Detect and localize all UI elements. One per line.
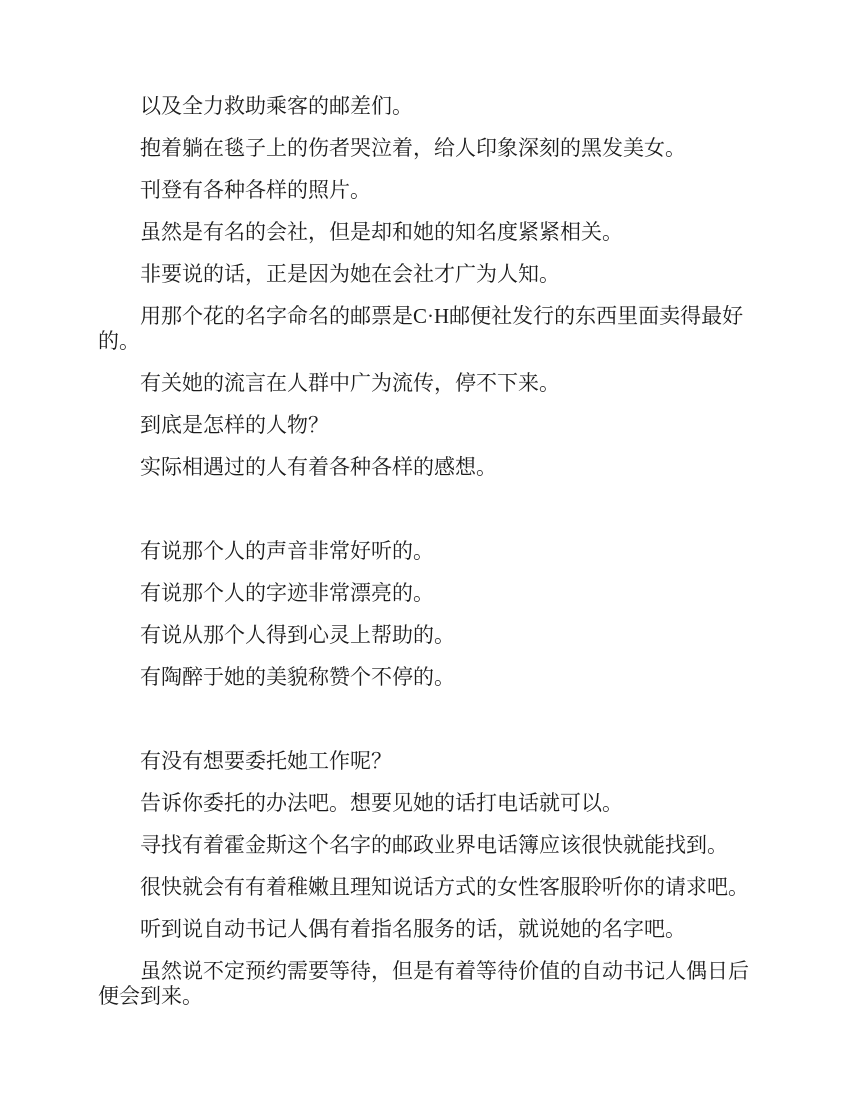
paragraph: 用那个花的名字命名的邮票是C·H邮便社发行的东西里面卖得最好的。 [98,304,744,353]
paragraph: 刊登有各种各样的照片。 [140,178,371,202]
paragraph: 到底是怎样的人物？ [140,413,329,437]
paragraph: 寻找有着霍金斯这个名字的邮政业界电话簿应该很快就能找到。 [140,833,728,857]
document-text-block [98,94,753,1026]
paragraph: 虽然说不定预约需要等待，但是有着等待价值的自动书记人偶日后便会到来。 [98,959,749,1008]
paragraph: 以及全力救助乘客的邮差们。 [140,94,413,118]
paragraph-group-3 [98,749,753,1026]
paragraph: 实际相遇过的人有着各种各样的感想。 [140,455,497,479]
paragraph: 虽然是有名的会社，但是却和她的知名度紧紧相关。 [140,220,623,244]
paragraph-group-1 [98,94,753,497]
paragraph: 有说从那个人得到心灵上帮助的。 [140,623,455,647]
paragraph: 很快就会有有着稚嫩且理知说话方式的女性客服聆听你的请求吧。 [140,875,749,899]
paragraph-group-2 [98,539,753,707]
paragraph: 听到说自动书记人偶有着指名服务的话，就说她的名字吧。 [140,917,686,941]
paragraph: 告诉你委托的办法吧。想要见她的话打电话就可以。 [140,791,623,815]
paragraph: 有没有想要委托她工作呢？ [140,749,392,773]
paragraph: 抱着躺在毯子上的伤者哭泣着，给人印象深刻的黑发美女。 [140,136,686,160]
paragraph: 有陶醉于她的美貌称赞个不停的。 [140,665,455,689]
paragraph: 有说那个人的声音非常好听的。 [140,539,434,563]
paragraph: 非要说的话，正是因为她在会社才广为人知。 [140,262,560,286]
paragraph: 有说那个人的字迹非常漂亮的。 [140,581,434,605]
paragraph: 有关她的流言在人群中广为流传，停不下来。 [140,371,560,395]
